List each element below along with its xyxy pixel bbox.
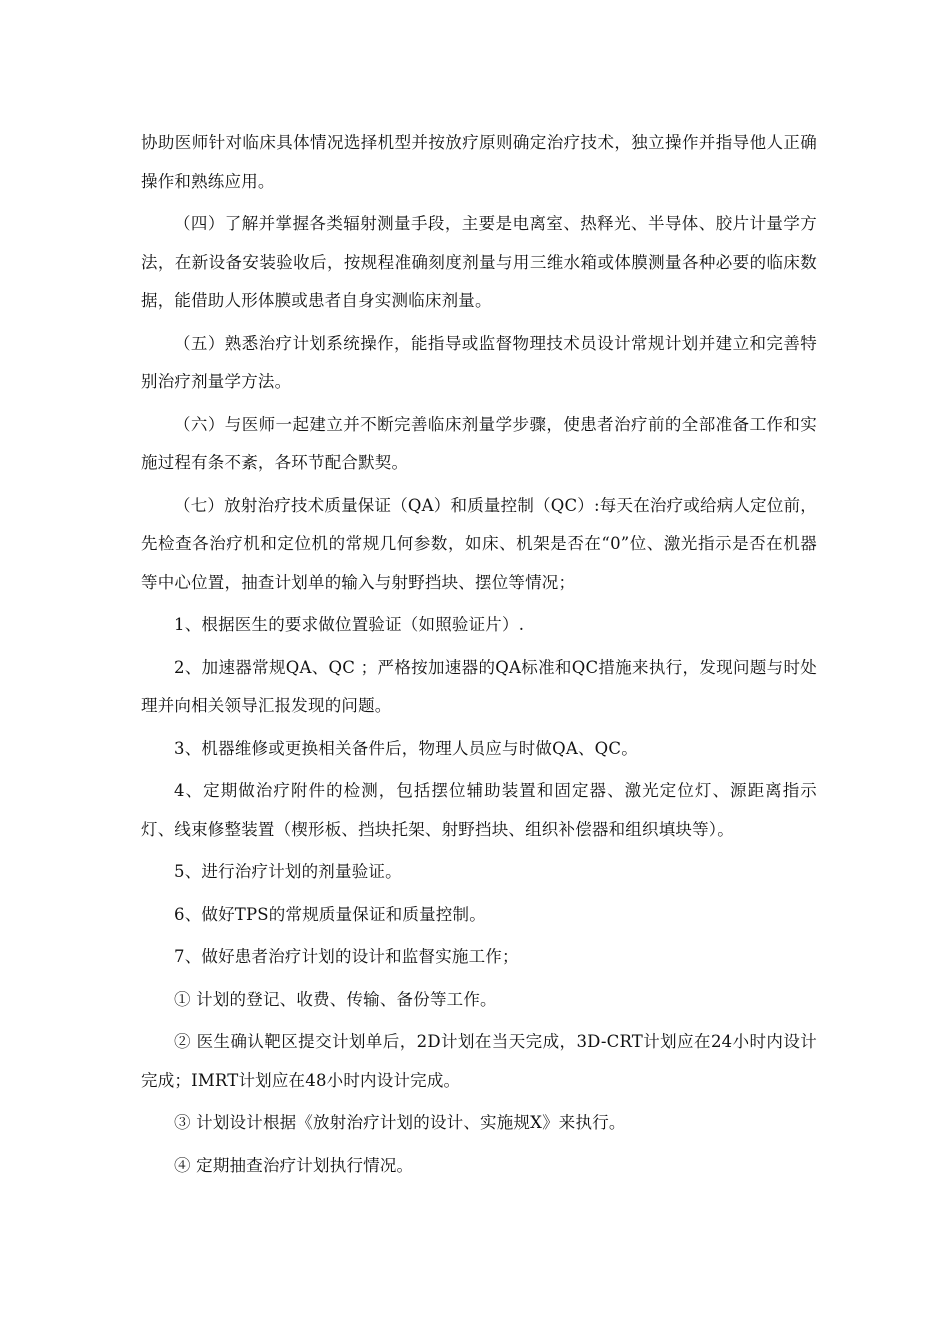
- paragraph-section-5: （五）熟悉治疗计划系统操作，能指导或监督物理技术员设计常规计划并建立和完善特别治疗剂量学方法。: [141, 333, 817, 391]
- paragraph-section-7: （七）放射治疗技术质量保证（QA）和质量控制（QC）:每天在治疗或给病人定位前，先检查各治疗机和定位机的常规几何参数，如床、机架是否在“0”位、激光指示是否在机器等中心位置，抽查计划单的输入与射野挡块、摆位等情况；: [141, 495, 817, 592]
- paragraph-section-4: （四）了解并掌握各类辐射测量手段，主要是电离室、热释光、半导体、胶片计量学方法，在新设备安装验收后，按规程准确刻度剂量与用三维水箱或体膜测量各种必要的临床数据，能借助人形体膜或患者自身实测临床剂量。: [141, 214, 817, 310]
- list-item-7: 7、做好患者治疗计划的设计和监督实施工作；: [174, 947, 519, 966]
- paragraph-section-6: （六）与医师一起建立并不断完善临床剂量学步骤，使患者治疗前的全部准备工作和实施过程有条不紊，各环节配合默契。: [141, 414, 817, 472]
- sub-item-4: ④ 定期抽查治疗计划执行情况。: [174, 1155, 414, 1175]
- sub-item-3: ③ 计划设计根据《放射治疗计划的设计、实施规X》来执行。: [174, 1113, 626, 1132]
- list-item-5: 5、进行治疗计划的剂量验证。: [174, 862, 402, 881]
- list-item-6: 6、做好TPS的常规质量保证和质量控制。: [174, 904, 486, 924]
- list-item-2: 2、加速器常规QA、QC ；严格按加速器的QA标准和QC措施来执行，发现问题与时处理并向相关领导汇报发现的问题。: [141, 657, 817, 715]
- document-body: [141, 124, 817, 1189]
- sub-item-1: ① 计划的登记、收费、传输、备份等工作。: [174, 989, 497, 1009]
- paragraph-continuation: 协助医师针对临床具体情况选择机型并按放疗原则确定治疗技术，独立操作并指导他人正确操作和熟练应用。: [141, 133, 817, 191]
- sub-item-2: ② 医生确认靶区提交计划单后，2D计划在当天完成，3D-CRT计划应在24小时内设计完成；IMRT计划应在48小时内设计完成。: [141, 1032, 817, 1090]
- list-item-3: 3、机器维修或更换相关备件后，物理人员应与时做QA、QC。: [174, 738, 638, 758]
- list-item-4: 4、定期做治疗附件的检测，包括摆位辅助装置和固定器、激光定位灯、源距离指示灯、线束修整装置（楔形板、挡块托架、射野挡块、组织补偿器和组织填块等）。: [141, 781, 817, 839]
- list-item-1: 1、根据医生的要求做位置验证（如照验证片）.: [174, 615, 525, 634]
